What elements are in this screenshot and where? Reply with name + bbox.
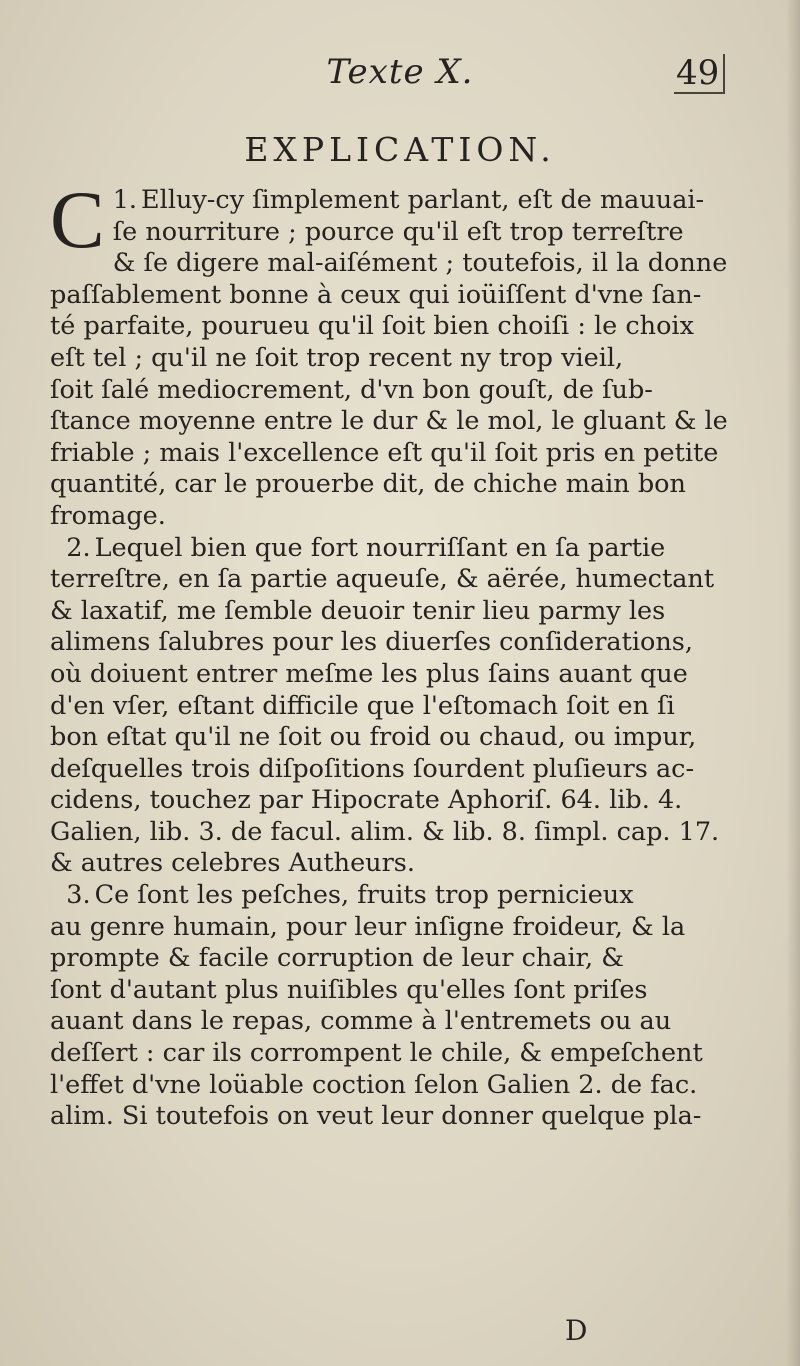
text-line	[50, 217, 730, 249]
text-line-content: bon eſtat qu'il ne ſoit ou froid ou chaud, ou impur,	[50, 722, 697, 753]
text-line-content: friable ; mais l'excellence eſt qu'il ſoit pris en petite	[50, 437, 719, 468]
text-line-content: eſt tel ; qu'il ne ſoit trop recent ny trop vieil,	[50, 342, 624, 373]
text-line-content: Galien, lib. 3. de facul. alim. & lib. 8. ſimpl. cap. 17.	[50, 816, 720, 847]
text-line	[50, 817, 730, 849]
paragraph-number: 2.	[66, 532, 91, 563]
text-line	[50, 564, 730, 596]
text-line	[50, 343, 730, 375]
text-line-content: l'effet d'vne loüable coction ſelon Galien 2. de fac.	[50, 1069, 698, 1100]
text-line-content: paſſablement bonne à ceux qui ioüiſſent d'vne ſan-	[50, 279, 702, 310]
text-line	[50, 280, 730, 312]
text-line-content: deſſert : car ils corrompent le chile, & empeſchent	[50, 1038, 703, 1069]
paragraph-3	[50, 880, 730, 1133]
text-line	[50, 880, 730, 912]
text-line	[50, 975, 730, 1007]
text-line-content: où doiuent entrer meſme les plus ſains auant que	[50, 658, 688, 689]
body-text	[50, 174, 730, 1133]
text-line	[50, 691, 730, 723]
text-line	[50, 659, 730, 691]
text-line-content: ſtance moyenne entre le dur & le mol, le gluant & le	[50, 406, 728, 437]
page-edge-shadow	[786, 0, 800, 1366]
text-line-content: prompte & facile corruption de leur chair, &	[50, 943, 624, 974]
text-line	[50, 1070, 730, 1102]
text-line-content: terreſtre, en ſa partie aqueuſe, & aërée, humectant	[50, 564, 715, 595]
text-line	[50, 596, 730, 628]
text-line	[50, 943, 730, 975]
section-title: EXPLICATION.	[244, 130, 556, 169]
text-line-content: auant dans le repas, comme à l'entremets ou au	[50, 1006, 672, 1037]
text-line	[50, 1006, 730, 1038]
text-line	[50, 912, 730, 944]
running-title: Texte X.	[326, 52, 474, 92]
text-line-content: d'en vſer, eſtant difficile que l'eſtomach ſoit en ſi	[50, 690, 675, 721]
text-line	[50, 1038, 730, 1070]
catchword-signature: D	[565, 1314, 588, 1347]
text-line-content: alim. Si toutefois on veut leur donner quelque pla-	[50, 1101, 702, 1132]
text-line	[50, 785, 730, 817]
text-line-content: & autres celebres Autheurs.	[50, 848, 415, 879]
text-line	[50, 501, 730, 533]
text-line	[50, 533, 730, 565]
text-line-content: fromage.	[50, 500, 166, 531]
page-number: 49	[674, 54, 725, 94]
paragraph-1	[50, 174, 730, 533]
text-line	[50, 248, 730, 280]
text-line	[50, 311, 730, 343]
text-line-content: quantité, car le prouerbe dit, de chiche main bon	[50, 469, 686, 500]
text-line	[50, 627, 730, 659]
text-line-content: Lequel bien que fort nourriſſant en ſa partie	[94, 532, 666, 563]
text-line-content: té parfaite, pourueu qu'il ſoit bien choiſi : le choix	[50, 311, 694, 342]
text-line-content: ſoit ſalé mediocrement, d'vn bon gouſt, de ſub-	[50, 374, 653, 405]
text-line-content: alimens ſalubres pour les diuerſes conſiderations,	[50, 627, 693, 658]
text-line	[50, 375, 730, 407]
text-line-content: & laxatif, me ſemble deuoir tenir lieu parmy les	[50, 595, 666, 626]
text-line-content: & ſe digere mal-aiſément ; toutefois, il la donne	[112, 248, 728, 279]
text-line	[50, 848, 730, 880]
text-line	[50, 1101, 730, 1133]
text-line-content: deſquelles trois diſpoſitions ſourdent pluſieurs ac-	[50, 753, 695, 784]
text-line-content: Elluy-cy ſimplement parlant, eſt de mauuai-	[141, 185, 705, 215]
paragraph-number: 3.	[66, 880, 91, 911]
text-line-content: ſont d'autant plus nuiſibles qu'elles ſont priſes	[50, 974, 648, 1005]
text-line-content: au genre humain, pour leur inſigne froideur, & la	[50, 911, 686, 942]
text-line-content: ſe nourriture ; pource qu'il eſt trop terreſtre	[112, 216, 684, 247]
text-line-content: cidens, touchez par Hipocrate Aphoriſ. 64. lib. 4.	[50, 785, 683, 816]
text-line	[50, 438, 730, 470]
text-line	[50, 406, 730, 438]
text-line-content: Ce ſont les peſches, fruits trop pernicieux	[94, 880, 634, 911]
drop-cap: C	[50, 174, 105, 265]
text-line	[50, 469, 730, 501]
paragraph-number: 1.	[112, 185, 138, 215]
text-line	[50, 722, 730, 754]
text-line	[50, 754, 730, 786]
paragraph-2	[50, 533, 730, 881]
